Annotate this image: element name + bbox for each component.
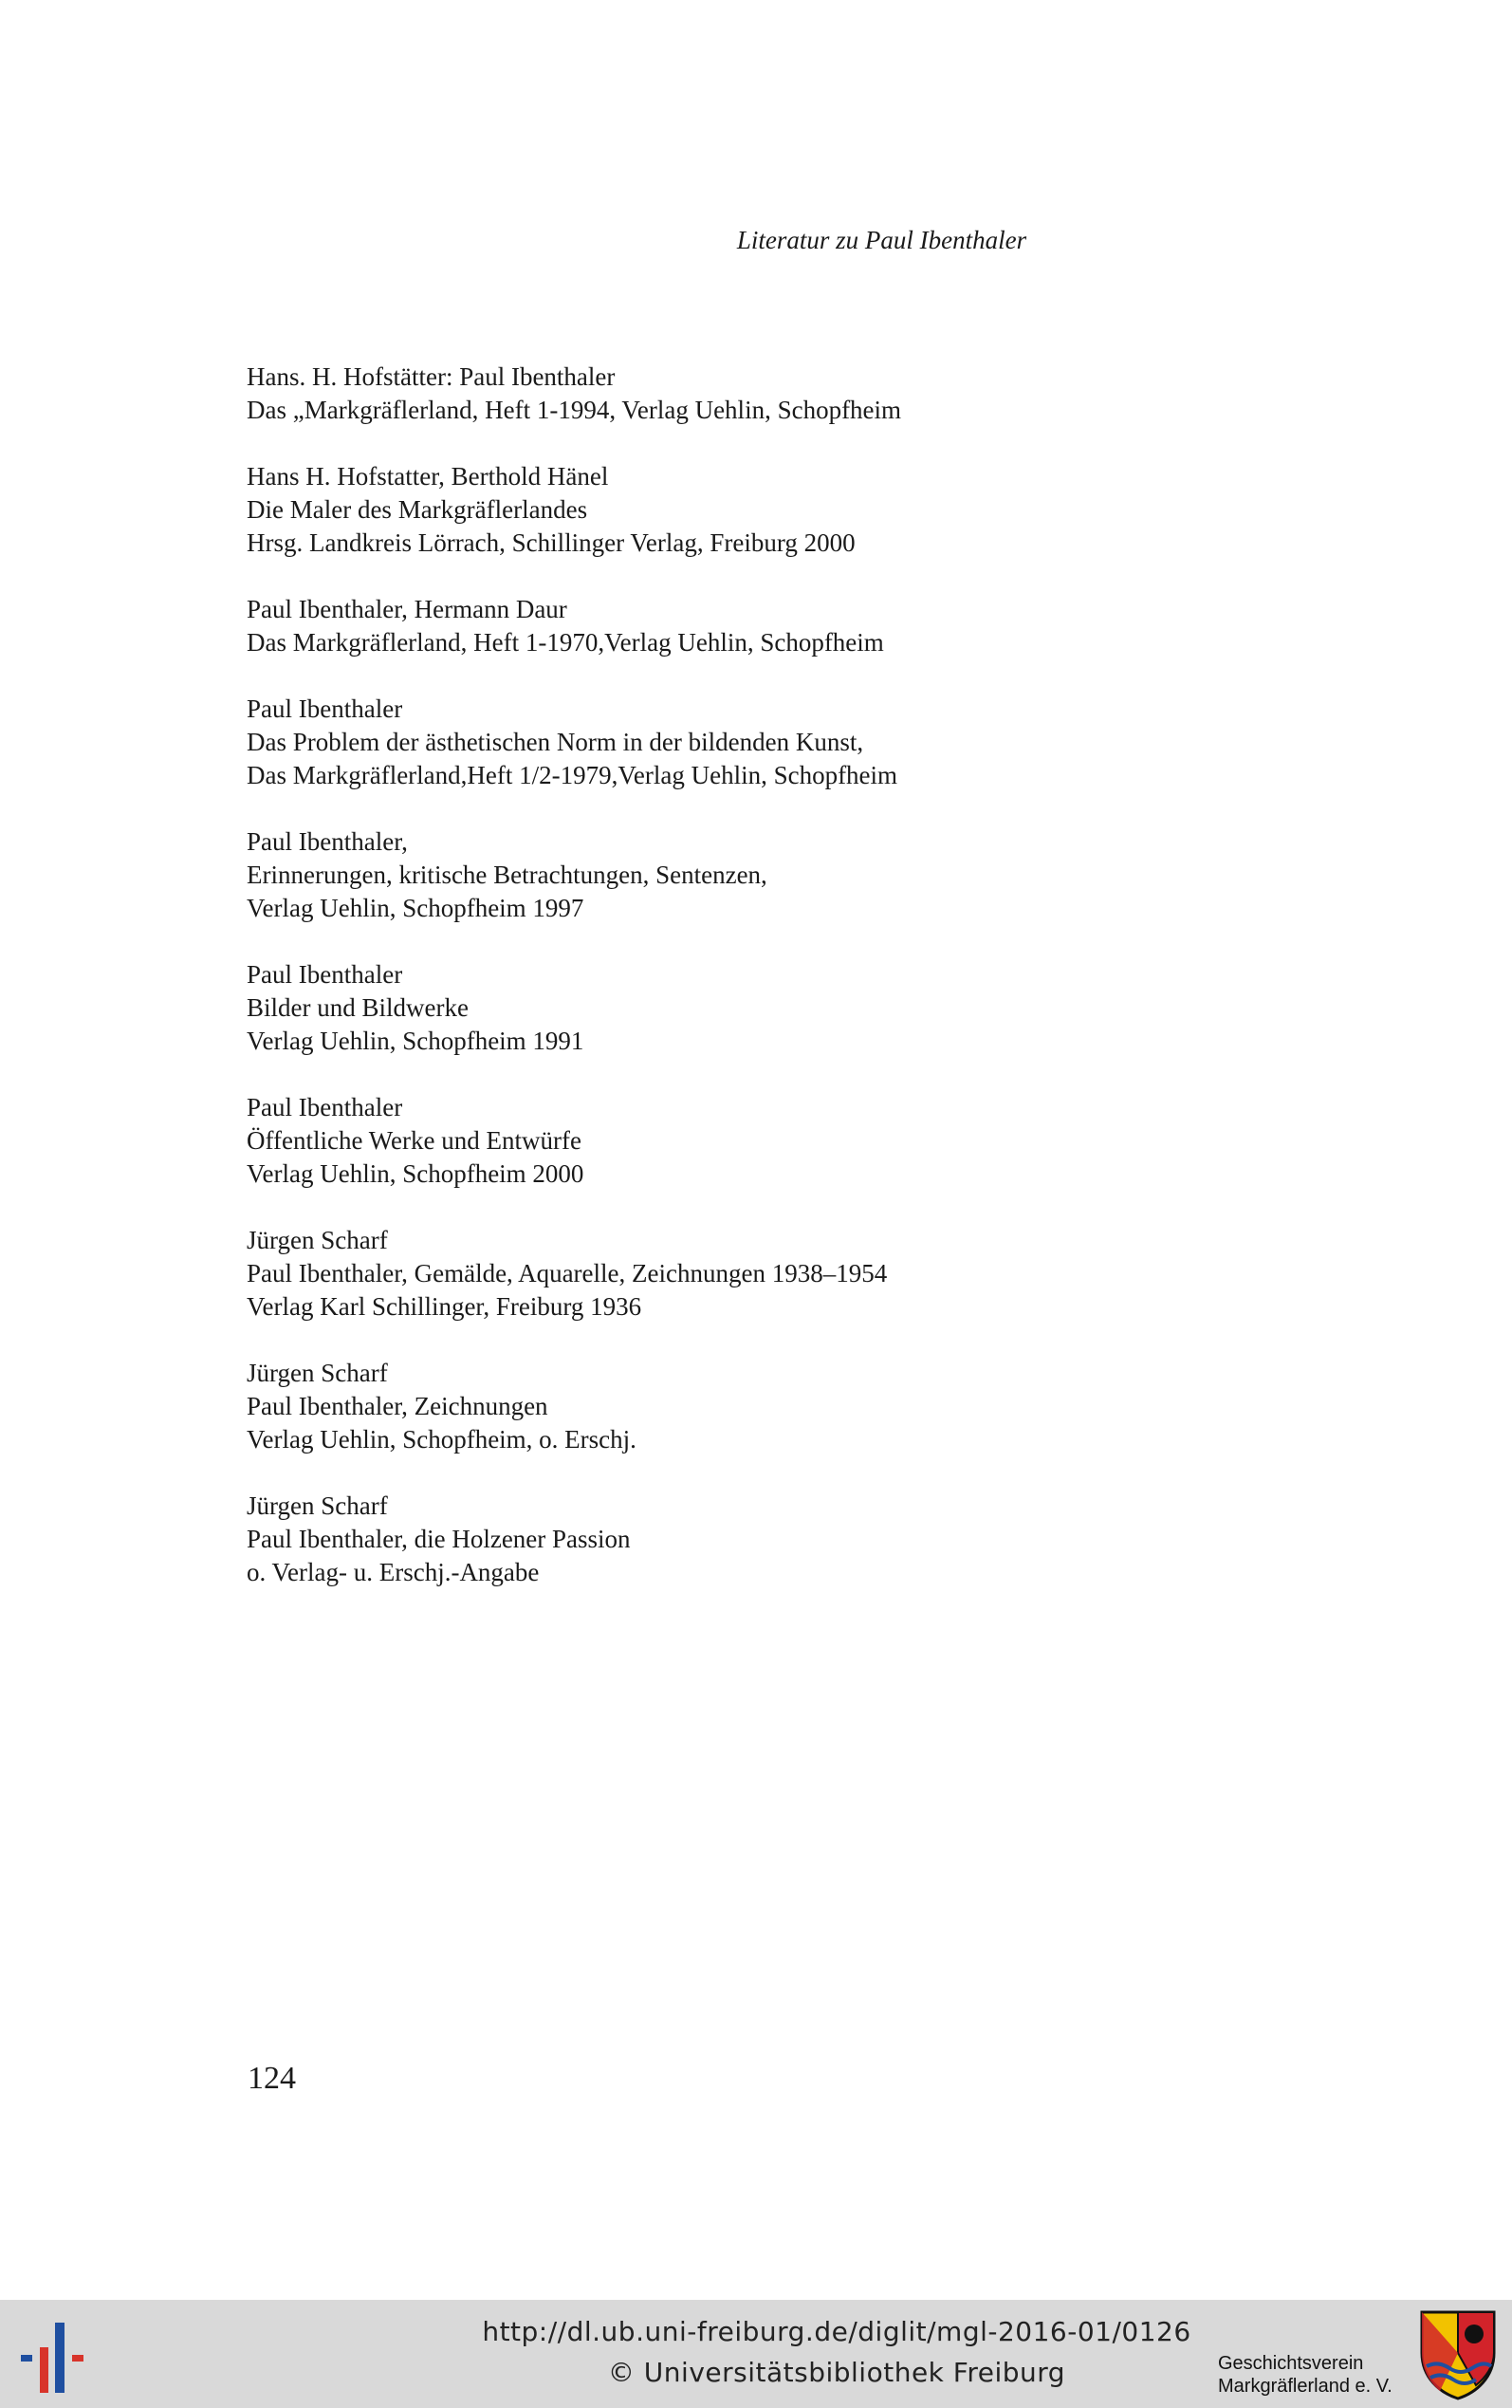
reference-line: Verlag Uehlin, Schopfheim, o. Erschj.: [247, 1425, 636, 1454]
reference-line: Paul Ibenthaler, Gemälde, Aquarelle, Zeichnungen 1938–1954: [247, 1259, 888, 1287]
reference-line: Paul Ibenthaler: [247, 960, 403, 989]
footer-url-link[interactable]: http://dl.ub.uni-freiburg.de/diglit/mgl-2016-01/0126: [482, 2316, 1191, 2347]
reference-line: Bilder und Bildwerke: [247, 993, 469, 1022]
reference-entry: [247, 1091, 1290, 1191]
reference-line: Jürgen Scharf: [247, 1359, 388, 1387]
reference-line: Paul Ibenthaler, Hermann Daur: [247, 595, 567, 623]
reference-entry: [247, 693, 1290, 792]
footer-bar: [0, 2300, 1512, 2408]
reference-line: Das Markgräflerland,Heft 1/2-1979,Verlag Uehlin, Schopfheim: [247, 761, 898, 789]
reference-line: Paul Ibenthaler: [247, 1093, 403, 1121]
society-name-line1: Geschichtsverein: [1218, 2353, 1364, 2374]
reference-entry: [247, 361, 1290, 427]
reference-line: Paul Ibenthaler, die Holzener Passion: [247, 1525, 631, 1553]
reference-line: Verlag Uehlin, Schopfheim 1991: [247, 1027, 584, 1055]
reference-entry: [247, 460, 1290, 560]
reference-line: Verlag Uehlin, Schopfheim 1997: [247, 894, 584, 922]
reference-entry: [247, 958, 1290, 1058]
reference-line: Hans. H. Hofstätter: Paul Ibenthaler: [247, 362, 616, 391]
reference-line: Öffentliche Werke und Entwürfe: [247, 1126, 581, 1155]
reference-entry: [247, 1224, 1290, 1324]
reference-line: Paul Ibenthaler,: [247, 827, 408, 856]
coat-of-arms-icon: [1419, 2309, 1497, 2400]
footer-copyright: © Universitätsbibliothek Freiburg: [607, 2357, 1066, 2388]
page-number: 124: [248, 2061, 296, 2096]
reference-line: Die Maler des Markgräflerlandes: [247, 495, 588, 524]
reference-line: Erinnerungen, kritische Betrachtungen, Sentenzen,: [247, 861, 767, 889]
reference-entry: [247, 1357, 1290, 1456]
reference-line: Jürgen Scharf: [247, 1226, 388, 1254]
reference-entry: [247, 593, 1290, 659]
reference-line: Hrsg. Landkreis Lörrach, Schillinger Verlag, Freiburg 2000: [247, 528, 856, 557]
reference-entry: [247, 825, 1290, 925]
reference-line: Paul Ibenthaler, Zeichnungen: [247, 1392, 548, 1420]
running-title: Literatur zu Paul Ibenthaler: [736, 226, 1027, 254]
reference-line: o. Verlag- u. Erschj.-Angabe: [247, 1558, 540, 1586]
reference-line: Das Problem der ästhetischen Norm in der bildenden Kunst,: [247, 728, 864, 756]
reference-line: Das „Markgräflerland, Heft 1-1994, Verlag Uehlin, Schopfheim: [247, 396, 902, 424]
reference-line: Verlag Karl Schillinger, Freiburg 1936: [247, 1292, 642, 1321]
society-name-line2: Markgräflerland e. V.: [1218, 2376, 1392, 2397]
reference-line: Verlag Uehlin, Schopfheim 2000: [247, 1159, 584, 1188]
society-name: [1218, 2352, 1392, 2398]
reference-line: Das Markgräflerland, Heft 1-1970,Verlag Uehlin, Schopfheim: [247, 628, 884, 657]
reference-line: Jürgen Scharf: [247, 1491, 388, 1520]
reference-line: Hans H. Hofstatter, Berthold Hänel: [247, 462, 609, 491]
reference-entry: [247, 1490, 1290, 1589]
reference-line: Paul Ibenthaler: [247, 695, 403, 723]
reference-list: [247, 361, 1290, 1622]
